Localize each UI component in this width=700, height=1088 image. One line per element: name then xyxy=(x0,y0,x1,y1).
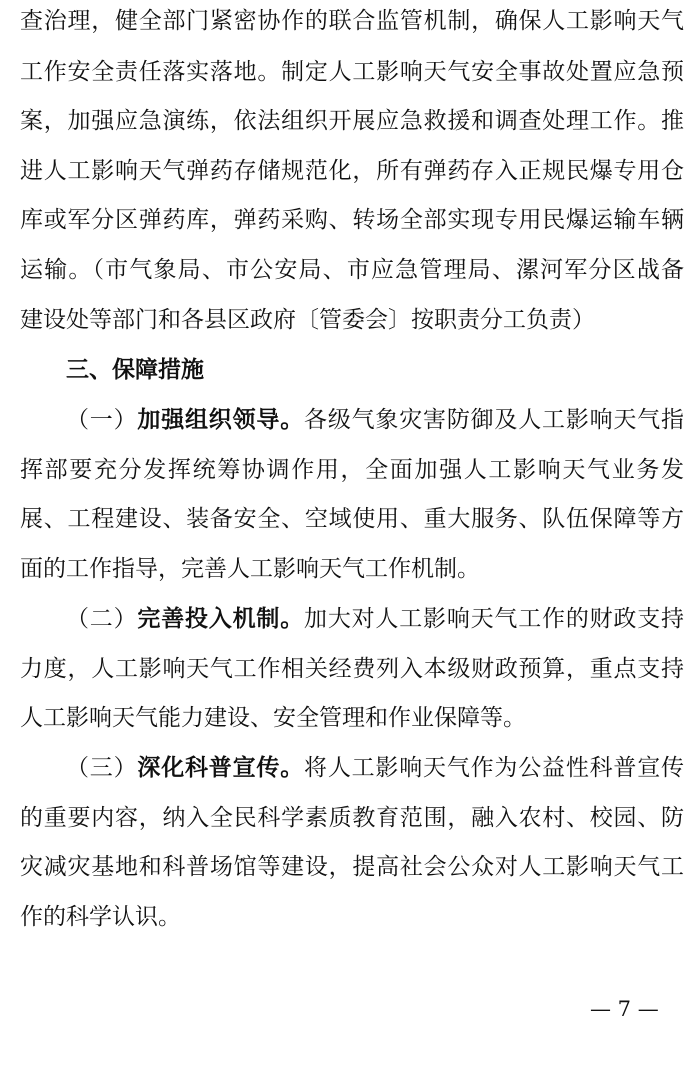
item-first-line xyxy=(66,753,684,783)
item-text: 各级气象灾害防御及人工影响天气指 xyxy=(304,407,685,433)
item-first-line xyxy=(66,405,684,435)
paragraph-line: 工作安全责任落实落地。制定人工影响天气安全事故处置应急预 xyxy=(20,59,684,85)
item-label: （三） xyxy=(66,755,138,781)
section-heading: 三、保障措施 xyxy=(66,357,204,383)
item-title: 深化科普宣传。 xyxy=(137,755,305,781)
paragraph-line: 灾减灾基地和科普场馆等建设，提高社会公众对人工影响天气工 xyxy=(20,854,684,880)
paragraph-line: 力度，人工影响天气工作相关经费列入本级财政预算，重点支持 xyxy=(20,656,684,682)
item-title: 完善投入机制。 xyxy=(137,606,305,632)
paragraph-line: 面的工作指导，完善人工影响天气工作机制。 xyxy=(20,556,480,582)
item-text: 将人工影响天气作为公益性科普宣传 xyxy=(304,755,685,781)
paragraph-line: 的重要内容，纳入全民科学素质教育范围，融入农村、校园、防 xyxy=(20,805,684,831)
paragraph-line: 查治理，健全部门紧密协作的联合监管机制，确保人工影响天气 xyxy=(20,8,684,34)
item-label: （一） xyxy=(66,407,138,433)
paragraph-line: 建设处等部门和各县区政府〔管委会〕按职责分工负责） xyxy=(20,307,595,333)
paragraph-line: 作的科学认识。 xyxy=(20,904,181,930)
paragraph-line: 库或军分区弹药库，弹药采购、转场全部实现专用民爆运输车辆 xyxy=(20,207,684,233)
paragraph-line: 展、工程建设、装备安全、空域使用、重大服务、队伍保障等方 xyxy=(20,506,684,532)
item-label: （二） xyxy=(66,606,138,632)
item-first-line xyxy=(66,604,684,634)
item-title: 加强组织领导。 xyxy=(137,407,305,433)
paragraph-line: 案，加强应急演练，依法组织开展应急救援和调查处理工作。推 xyxy=(20,108,684,134)
paragraph-line: 进人工影响天气弹药存储规范化，所有弹药存入正规民爆专用仓 xyxy=(20,158,684,184)
item-text: 加大对人工影响天气工作的财政支持 xyxy=(304,606,685,632)
page-number: — 7 — xyxy=(590,997,659,1021)
paragraph-line: 挥部要充分发挥统筹协调作用，全面加强人工影响天气业务发 xyxy=(20,457,684,483)
paragraph-line: 人工影响天气能力建设、安全管理和作业保障等。 xyxy=(20,705,526,731)
paragraph-line: 运输。（市气象局、市公安局、市应急管理局、漯河军分区战备 xyxy=(20,257,684,283)
